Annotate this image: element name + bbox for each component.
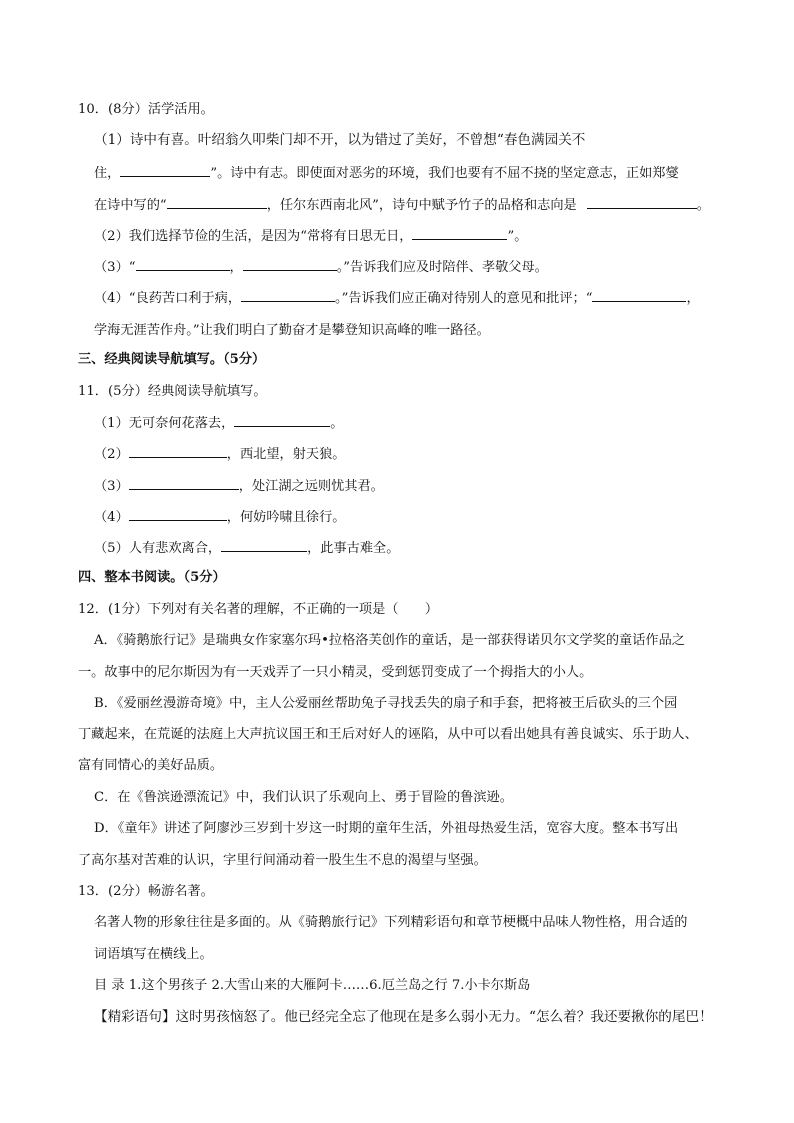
q12-header: 12．(1分）下列对有关名著的理解，不正确的一项是（ ）	[78, 602, 439, 617]
text: ，何妨吟啸且徐行。	[226, 510, 346, 525]
text: （2）	[94, 447, 129, 462]
q10-p1-line1: （1）诗中有喜。叶绍翁久叩柴门却不开，以为错过了美好，不曾想“春色满园关不	[94, 132, 586, 148]
q13-header: 13．(2分）畅游名著。	[78, 884, 214, 899]
q10-p4-line2: 学海无涯苦作舟。”让我们明白了勤奋才是攀登知识高峰的唯一路径。	[94, 323, 490, 338]
answer-blank[interactable]	[592, 289, 686, 302]
text: 。”告诉我们应正确对待别人的意见和批评；“	[335, 291, 593, 306]
q12-option-d-line1: D．《童年》讲述了阿廖沙三岁到十岁这一时期的童年生活，外祖母热爱生活，宽容大度。整本书写出	[94, 821, 679, 836]
q12-option-c: C．在《鲁滨逊漂流记》中，我们认识了乐观向上、勇于冒险的鲁滨逊。	[94, 790, 513, 805]
q13-prompt-line1: 名著人物的形象往往是多面的。从《骑鹅旅行记》下列精彩语句和章节梗概中品味人物性格，用合适的	[94, 915, 688, 930]
answer-blank[interactable]	[221, 539, 307, 552]
answer-blank[interactable]	[129, 445, 227, 458]
text: （4）“良药苦口利于病，	[94, 291, 242, 306]
text: （2）我们选择节俭的生活，是因为“常将有日思无日，	[94, 229, 413, 244]
q13-quote: 【精彩语句】这时男孩恼怒了。他已经完全忘了他现在是多么弱小无力。“怎么着？我还要揪你的尾巴！	[94, 1009, 713, 1025]
text: 在诗中写的“	[94, 198, 167, 213]
text: ，	[686, 291, 700, 306]
answer-blank[interactable]	[241, 289, 335, 302]
text: （5）人有悲欢离合，	[94, 541, 222, 556]
text: ”。诗中有志。即使面对恶劣的环境，我们也要有不屈不挠的坚定意志，正如郑燮	[210, 166, 679, 181]
text: ，	[229, 260, 243, 275]
section-4-title: 四、整本书阅读。（5分）	[78, 570, 226, 585]
text: （1）无可奈何花落去，	[94, 416, 235, 431]
q12-option-d-line2: 了高尔基对苦难的认识，字里行间涌动着一股生生不息的渴望与坚强。	[78, 853, 487, 868]
text: ，此事古难全。	[307, 541, 400, 556]
q10-header: 10．(8分）活学活用。	[78, 102, 214, 117]
q11-item-3	[94, 477, 384, 496]
text: ”。	[507, 229, 528, 244]
q12-option-b-line3: 富有同情心的美好品质。	[78, 758, 224, 773]
q12-option-b-line2: 丁藏起来，在荒诞的法庭上大声抗议国王和王后对好人的诬陷，从中可以看出她具有善良诚实、乐于助人、	[78, 727, 698, 742]
q13-prompt-line2: 词语填写在横线上。	[94, 947, 213, 962]
answer-blank[interactable]	[243, 258, 337, 271]
text: 。	[330, 416, 344, 431]
answer-blank[interactable]	[129, 477, 239, 490]
answer-blank[interactable]	[129, 508, 227, 521]
text: 。	[696, 198, 710, 213]
text: ，西北望，射天狼。	[226, 447, 346, 462]
q12-option-a-line2: 一。故事中的尼尔斯因为有一天戏弄了一只小精灵，受到惩罚变成了一个拇指大的小人。	[78, 665, 593, 680]
answer-blank[interactable]	[120, 164, 210, 177]
answer-blank[interactable]	[587, 196, 697, 209]
q11-item-1	[94, 414, 343, 433]
q12-option-a-line1: A．《骑鹅旅行记》是瑞典女作家塞尔玛•拉格洛芙创作的童话，是一部获得诺贝尔文学奖的童话作品之	[94, 633, 685, 648]
q11-item-5	[94, 539, 399, 558]
text: 。”告诉我们应及时陪伴、孝敬父母。	[336, 260, 548, 275]
answer-blank[interactable]	[136, 258, 230, 271]
answer-blank[interactable]	[234, 414, 330, 427]
q10-p1-line2	[94, 164, 679, 183]
text: 住，	[94, 166, 121, 181]
q11-header: 11．(5分）经典阅读导航填写。	[78, 384, 267, 399]
answer-blank[interactable]	[167, 196, 267, 209]
q10-p2	[94, 227, 527, 246]
q13-table-of-contents: 目 录 1.这个男孩子 2.大雪山来的大雁阿卡……6.厄兰岛之行 7.小卡尔斯岛	[94, 978, 531, 993]
text: （3）	[94, 479, 129, 494]
text: ，处江湖之远则忧其君。	[238, 479, 384, 494]
text: （3）“	[94, 260, 136, 275]
q12-option-b-line1: B．《爱丽丝漫游奇境》中，主人公爱丽丝帮助兔子寻找丢失的扇子和手套，把将被王后砍头的三个园	[94, 696, 678, 711]
q11-item-4	[94, 508, 345, 527]
q11-item-2	[94, 445, 345, 464]
text: ，任尔东西南北风”，诗句中赋予竹子的品格和志向是	[266, 198, 577, 213]
text: （4）	[94, 510, 129, 525]
section-3-title: 三、经典阅读导航填写。（5分）	[78, 352, 266, 367]
q10-p3	[94, 258, 548, 277]
q10-p1-line3	[94, 196, 710, 215]
q10-p4-line1	[94, 289, 700, 308]
answer-blank[interactable]	[412, 227, 507, 240]
